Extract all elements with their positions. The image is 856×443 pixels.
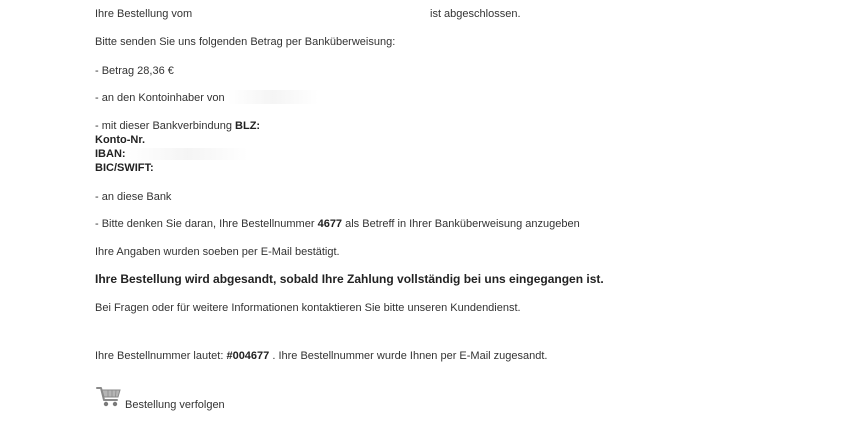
order-number-prefix: Ihre Bestellnummer lautet:: [95, 350, 224, 362]
reference-line: [95, 218, 580, 231]
reference-prefix: - Bitte denken Sie daran, Ihre Bestellnummer: [95, 218, 315, 230]
bank-connection-line: [95, 120, 260, 133]
track-order-link[interactable]: Bestellung verfolgen: [125, 399, 225, 411]
order-number-suffix: . Ihre Bestellnummer wurde Ihnen per E-Mail zugesandt.: [272, 350, 548, 362]
reference-number: 4677: [317, 218, 343, 230]
bank-connection-intro: - mit dieser Bankverbindung: [95, 120, 232, 132]
order-complete-suffix: ist abgeschlossen.: [430, 8, 521, 20]
redacted-iban: [128, 148, 248, 160]
blz-label: BLZ:: [235, 120, 261, 132]
shopping-cart-icon[interactable]: [96, 386, 122, 408]
transfer-request-text: Bitte senden Sie uns folgenden Betrag per Banküberweisung:: [95, 36, 396, 48]
bank-line: - an diese Bank: [95, 191, 172, 203]
order-number-value: #004677: [226, 350, 270, 362]
contact-notice: Bei Fragen oder für weitere Informationen kontaktieren Sie bitte unseren Kundendienst.: [95, 302, 521, 314]
reference-suffix: als Betreff in Ihrer Banküberweisung anzugeben: [345, 218, 580, 230]
order-complete-prefix: Ihre Bestellung vom: [95, 8, 193, 20]
redacted-order-date: [190, 8, 426, 20]
account-holder-line: - an den Kontoinhaber von: [95, 92, 225, 104]
shipping-notice: Ihre Bestellung wird abgesandt, sobald Ihre Zahlung vollständig bei uns eingegangen ist.: [95, 272, 604, 286]
bic-label: BIC/SWIFT:: [95, 162, 154, 174]
order-complete-line: [95, 8, 192, 21]
redacted-account-holder: [228, 90, 318, 104]
email-confirmed-text: Ihre Angaben wurden soeben per E-Mail bestätigt.: [95, 246, 340, 258]
konto-label: Konto-Nr.: [95, 134, 146, 146]
amount-line: - Betrag 28,36 €: [95, 65, 174, 77]
iban-label: IBAN:: [95, 148, 126, 160]
order-number-line: [95, 350, 547, 363]
